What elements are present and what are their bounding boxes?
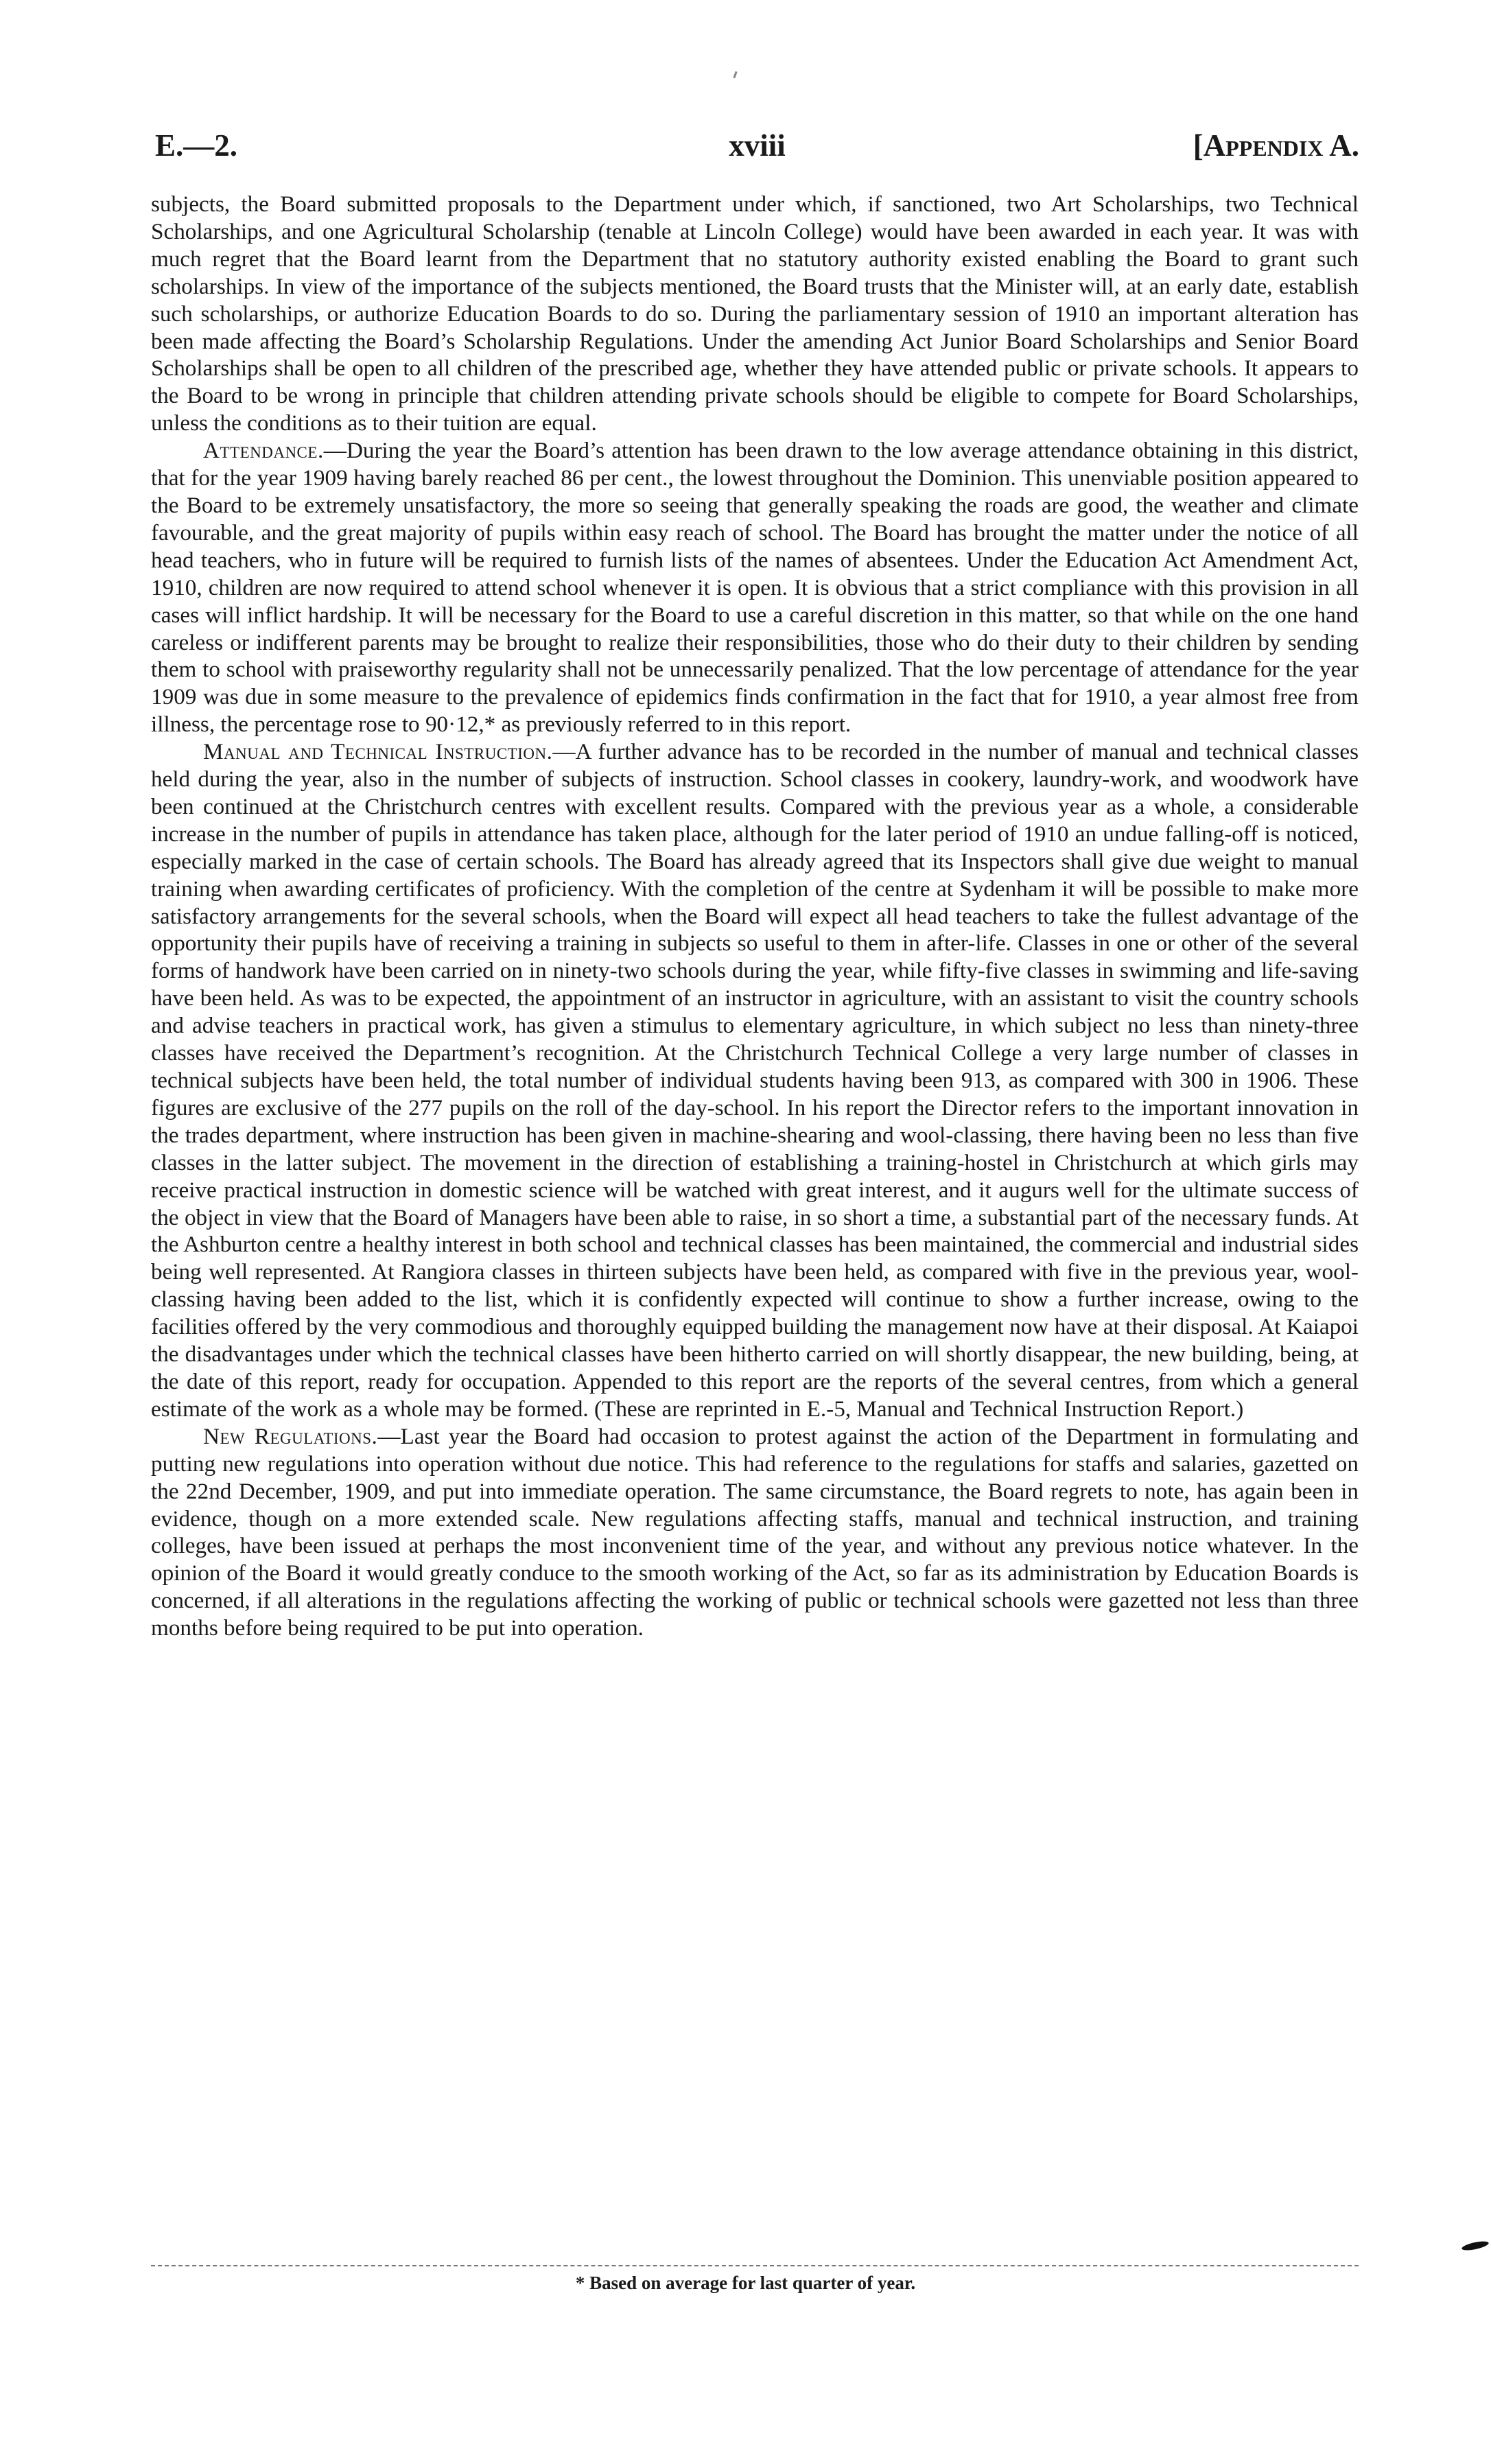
footnote-rule [151, 2265, 1359, 2266]
paragraph-new-regulations [151, 1423, 1359, 1642]
scan-speck [733, 71, 737, 78]
page-number: xviii [729, 128, 786, 163]
paragraph-manual-technical [151, 738, 1359, 1423]
body-text [151, 191, 1359, 1642]
footnote: * Based on average for last quarter of year. [575, 2273, 916, 2293]
paragraph-text: —A further advance has to be recorded in the number of manual and technical classes held during the year, also in the number of subjects of instruction. School classes in cookery, laundry-work, and woodwork have been continued at the Christchurch centres with excellent results. Compared with the previous year as a whole, a considerable increase in the number of pupils in attendance has taken place, although for the later period of 1910 an undue falling-off is noticed, especially marked in the case of certain schools. The Board has already agreed that its Inspectors shall give due weight to manual training when awarding certificates of proficiency. With the completion of the centre at Sydenham it will be possible to make more satisfactory arrangements for the several schools, when the Board will expect all head teachers to take the fullest advantage of the opportunity their pupils have of receiving a training in subjects so useful to them in after-life. Classes in one or other of the several forms of handwork have been carried on in ninety-two schools during the year, while fifty-five classes in swimming and life-saving have been held. As was to be expected, the appointment of an instructor in agriculture, with an assistant to visit the country schools and advise teachers in practical work, has given a stimulus to elementary agriculture, in which subject no less than ninety-three classes have received the Department’s recognition. At the Christchurch Technical College a very large number of classes in technical subjects have been held, the total number of individual students having been 913, as compared with 300 in 1906. These figures are exclusive of the 277 pupils on the roll of the day-school. In his report the Director refers to the important innovation in the trades department, where instruction has been given in machine-shearing and wool-classing, there having been no less than five classes in the latter subject. The movement in the direction of establishing a training-hostel in Christchurch at which girls may receive practical instruction in domestic science will be watched with great interest, and it augurs well for the ultimate success of the object in view that the Board of Managers have been able to raise, in so short a time, a substantial part of the necessary funds. At the Ashburton centre a healthy interest in both school and technical classes has been maintained, the commercial and industrial sides being well represented. At Rangiora classes in thirteen subjects have been held, as compared with five in the previous year, wool-classing having been added to the list, which it is confidently expected will continue to show a further increase, owing to the facilities offered by the very commodious and thoroughly equipped building the management now have at their disposal. At Kaiapoi the disadvantages under which the technical classes have been hitherto carried on will shortly disappear, the new building, being, at the date of this report, ready for occupation. Appended to this report are the reports of the several centres, from which a general estimate of the work as a whole may be formed. (These are reprinted in E.-5, Manual and Technical Instruction Report.) [151, 739, 1359, 1422]
paragraph-scholarships [151, 191, 1359, 437]
document-code: E.—2. [155, 128, 238, 163]
paragraph-text: —Last year the Board had occasion to protest against the action of the Department in formulating and putting new regulations into operation without due notice. This had reference to the regulations for staffs and salaries, gazetted on the 22nd December, 1909, and put into immediate operation. The same circumstance, the Board regrets to note, has again been in evidence, though on a more extended scale. New regulations affecting staffs, manual and technical instruction, and training colleges, have been issued at perhaps the most inconvenient time of the year, and without any previous notice whatever. In the opinion of the Board it would greatly conduce to the smooth working of the Act, so far as its administration by Education Boards is concerned, if all alterations in the regulations affecting the working of public or technical schools were gazetted not less than three months before being required to be put into operation. [151, 1423, 1359, 1641]
paragraph-text: subjects, the Board submitted proposals to the Department under which, if sanctioned, two Art Scholarships, two Technical Scholarships, and one Agricultural Scholarship (tenable at Lincoln College) would have been awarded in each year. It was with much regret that the Board learnt from the Department that no statutory authority existed enabling the Board to grant such scholarships. In view of the importance of the subjects mentioned, the Board trusts that the Minister will, at an early date, establish such scholarships, or authorize Education Boards to do so. During the parliamentary session of 1910 an important alteration has been made affecting the Board’s Scholarship Regulations. Under the amending Act Junior Board Scholarships and Senior Board Scholarships shall be open to all children of the prescribed age, whether they have attended public or private schools. It appears to the Board to be wrong in principle that children attending private schools should be eligible to compete for Board Scholarships, unless the conditions as to their tuition are equal. [151, 191, 1359, 436]
paragraph-text: —During the year the Board’s attention has been drawn to the low average attendance obtaining in this district, that for the year 1909 having barely reached 86 per cent., the lowest throughout the Dominion. This unenviable position appeared to the Board to be extremely unsatisfactory, the more so seeing that generally speaking the roads are good, the weather and climate favourable, and the great majority of pupils within easy reach of school. The Board has brought the matter under the notice of all head teachers, who in future will be required to furnish lists of the names of absentees. Under the Education Act Amendment Act, 1910, children are now required to attend school whenever it is open. It is obvious that a strict compliance with this provision in all cases will inflict hardship. It will be necessary for the Board to use a careful discretion in this matter, so that while on the one hand careless or indifferent parents may be brought to realize their responsibilities, those who do their duty to their children by sending them to school with praiseworthy regularity shall not be unnecessarily penalized. That the low percentage of attendance for the year 1909 was due in some measure to the prevalence of epidemics finds confirmation in the fact that for 1910, a year almost free from illness, the percentage rose to 90·12,* as previously referred to in this report. [151, 438, 1359, 738]
scan-speck [1461, 2240, 1489, 2252]
paragraph-attendance [151, 437, 1359, 738]
section-heading-new-regulations: New Regulations. [203, 1423, 378, 1449]
section-heading-manual-technical: Manual and Technical Instruction. [203, 739, 553, 765]
appendix-label: [Appendix A. [1193, 128, 1359, 163]
page-header [155, 128, 1359, 176]
section-heading-attendance: Attendance. [203, 438, 324, 464]
